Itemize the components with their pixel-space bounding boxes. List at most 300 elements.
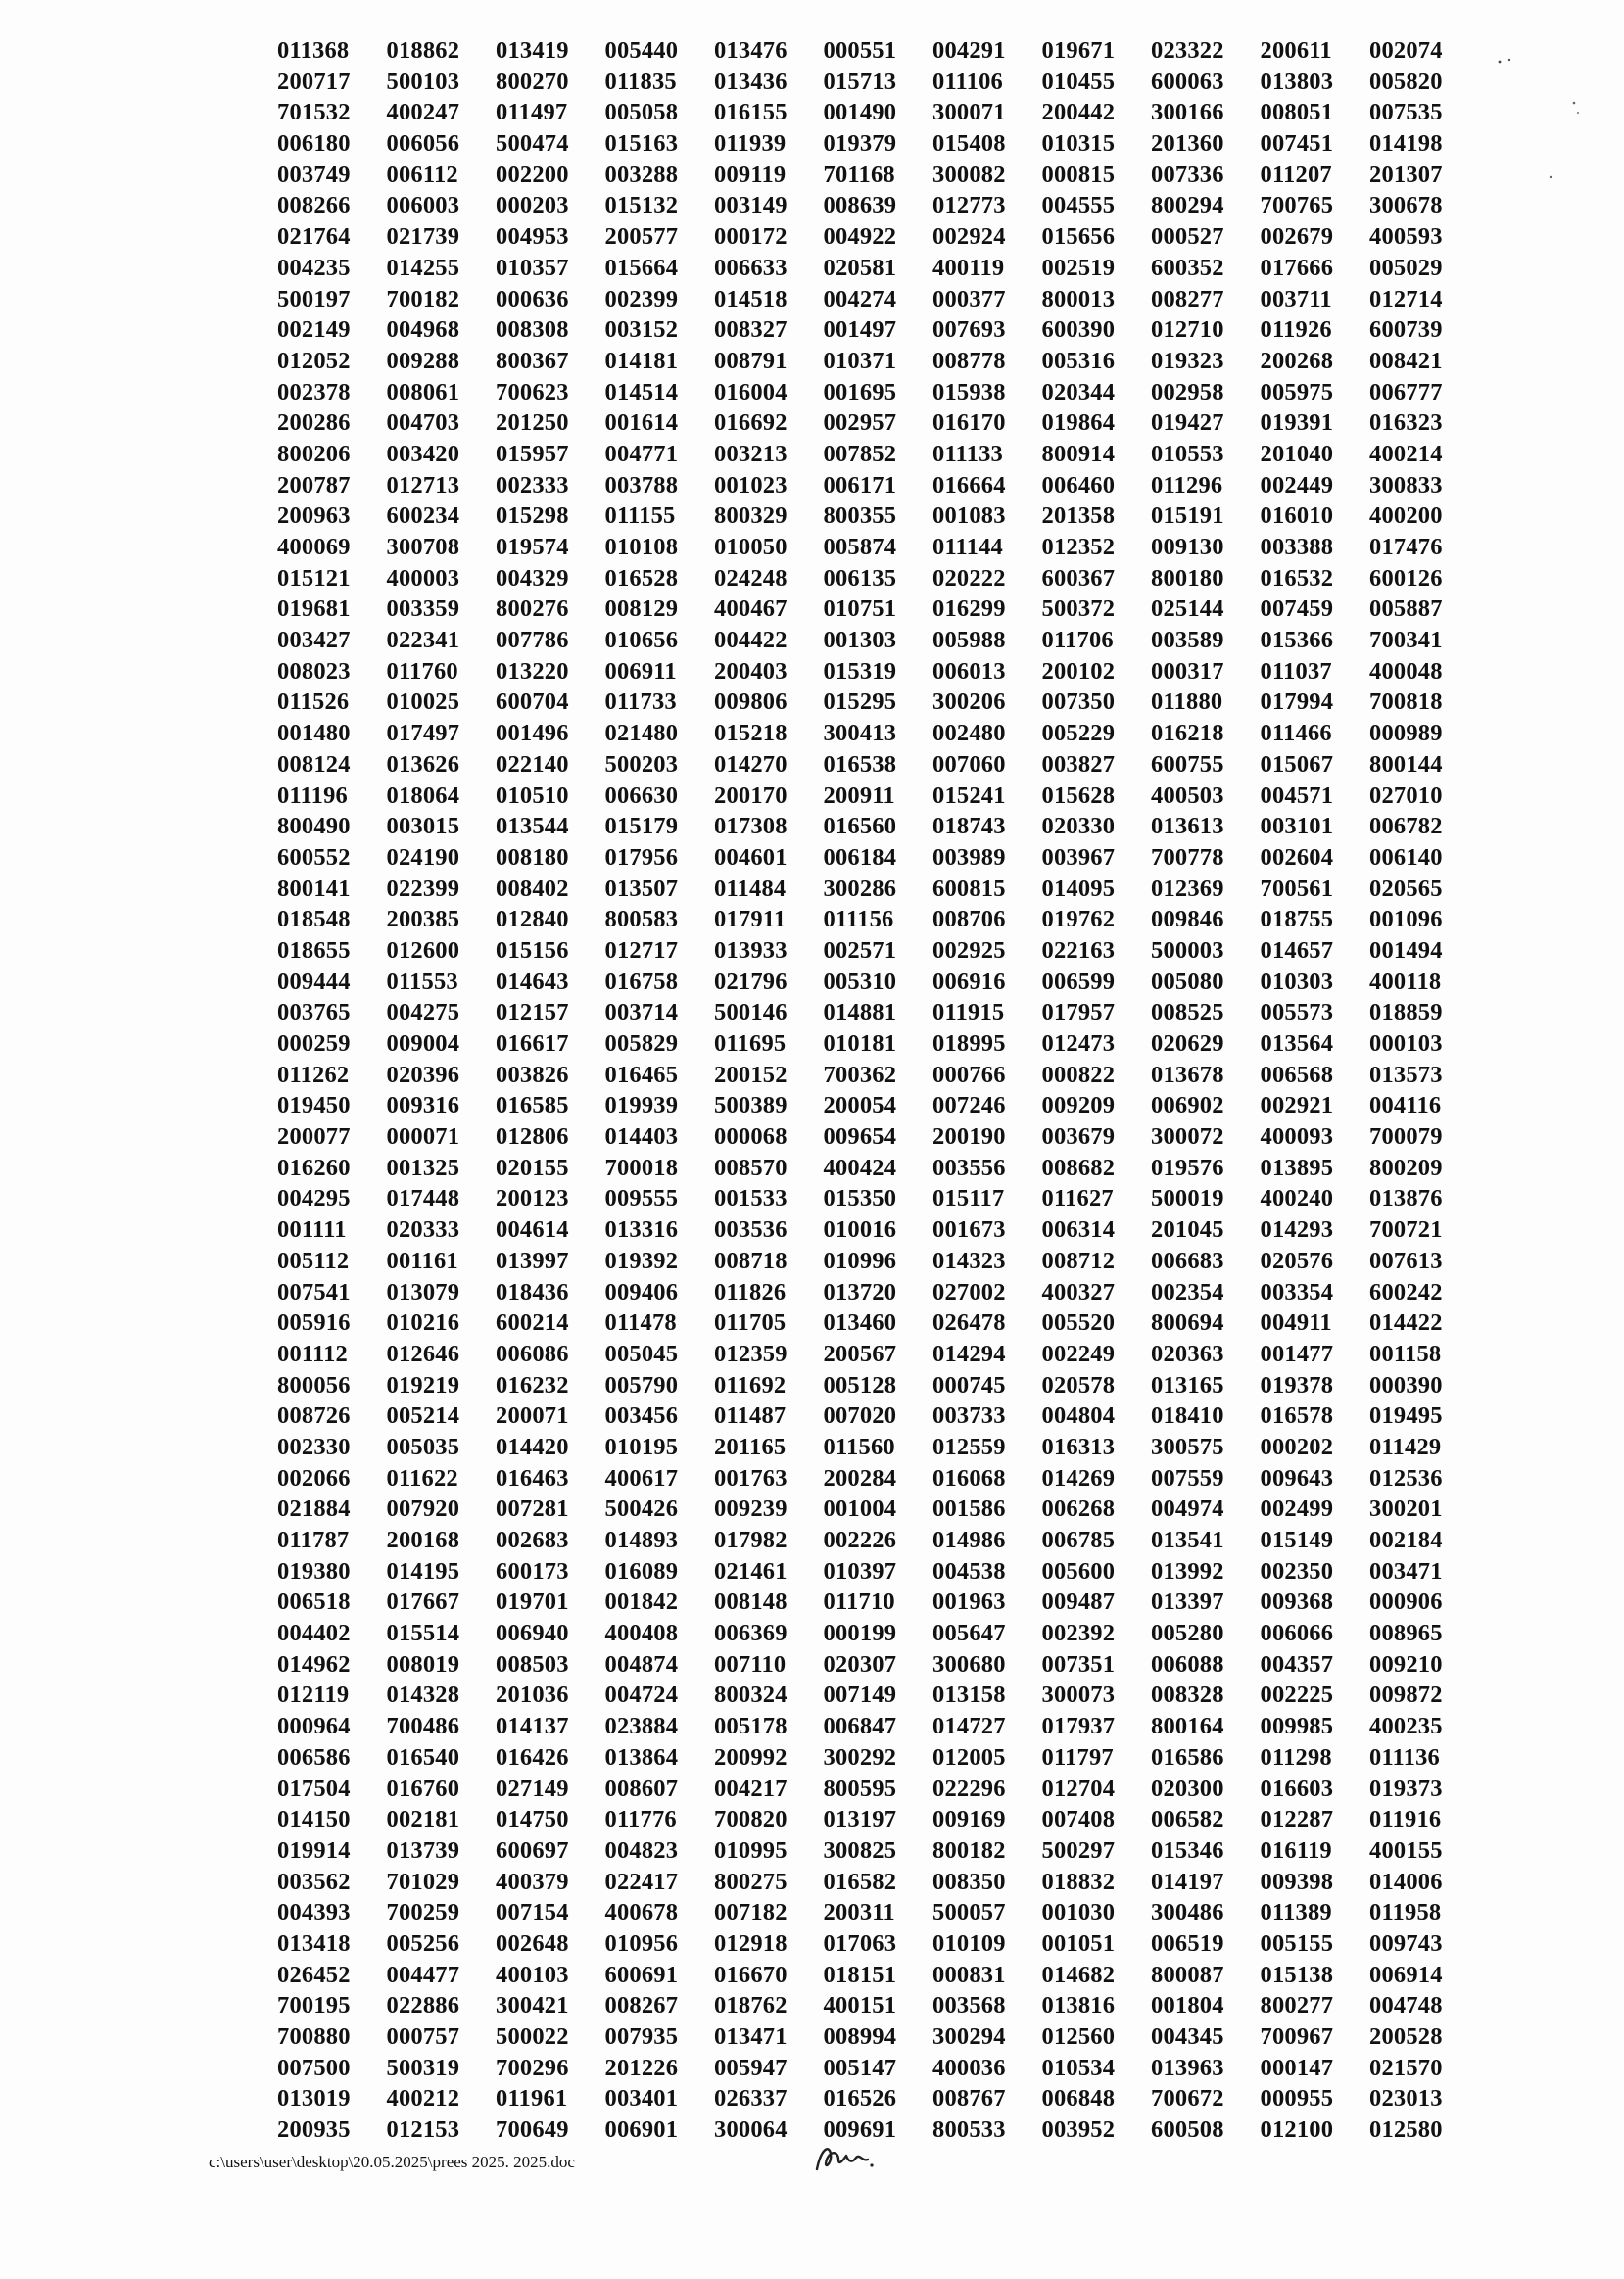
- number-cell: 000377: [932, 285, 1006, 312]
- number-cell: 002354: [1151, 1278, 1224, 1306]
- number-cell: 009210: [1369, 1650, 1443, 1678]
- number-cell: 005128: [823, 1371, 897, 1399]
- number-cell: 007920: [386, 1496, 460, 1523]
- number-cell: 012704: [1041, 1775, 1116, 1802]
- number-cell: 000259: [277, 1030, 351, 1057]
- number-cell: 200717: [277, 68, 351, 95]
- number-cell: 500057: [932, 1899, 1006, 1926]
- number-cell: 800324: [714, 1682, 788, 1709]
- number-cell: 005155: [1260, 1929, 1334, 1957]
- table-row: [277, 997, 1453, 1028]
- number-cell: 007281: [496, 1496, 569, 1523]
- number-cell: 024190: [386, 843, 460, 871]
- number-cell: 006582: [1151, 1806, 1224, 1833]
- number-cell: 012560: [1041, 2023, 1116, 2050]
- number-cell: 500203: [604, 750, 679, 778]
- table-row: [277, 1432, 1453, 1463]
- number-cell: 600126: [1369, 564, 1443, 592]
- number-cell: 019219: [386, 1371, 460, 1399]
- number-cell: 013316: [604, 1216, 679, 1244]
- number-cell: 400003: [386, 564, 460, 592]
- number-cell: 001963: [932, 1589, 1006, 1616]
- number-cell: 026452: [277, 1961, 351, 1988]
- number-cell: 500297: [1041, 1836, 1116, 1864]
- number-cell: 300286: [823, 875, 897, 902]
- number-cell: 800164: [1151, 1713, 1224, 1740]
- number-cell: 007451: [1260, 130, 1334, 158]
- number-cell: 005316: [1041, 347, 1116, 374]
- number-cell: 015514: [386, 1620, 460, 1647]
- number-cell: 005790: [604, 1371, 679, 1399]
- number-cell: 007110: [714, 1650, 787, 1678]
- number-cell: 004922: [823, 223, 897, 251]
- number-cell: 005178: [714, 1713, 788, 1740]
- number-cell: 007350: [1041, 688, 1116, 716]
- number-cell: 300680: [932, 1650, 1006, 1678]
- number-cell: 201307: [1369, 161, 1443, 188]
- number-cell: 800141: [277, 875, 351, 902]
- number-cell: 026478: [932, 1309, 1006, 1337]
- number-cell: 004345: [1151, 2023, 1224, 2050]
- number-cell: 009691: [823, 2116, 897, 2144]
- number-cell: 800367: [496, 347, 569, 374]
- number-cell: 011880: [1151, 688, 1223, 716]
- number-cell: 016170: [932, 409, 1006, 437]
- number-cell: 014181: [604, 347, 679, 374]
- number-cell: 017504: [277, 1775, 351, 1802]
- number-cell: 013613: [1151, 813, 1224, 840]
- number-cell: 001533: [714, 1185, 788, 1212]
- number-cell: 012806: [496, 1123, 569, 1151]
- number-cell: 019914: [277, 1836, 351, 1864]
- number-cell: 016426: [496, 1743, 569, 1771]
- number-cell: 700182: [386, 285, 460, 312]
- number-cell: 006086: [496, 1340, 569, 1367]
- number-cell: 015163: [604, 130, 679, 158]
- number-cell: 020300: [1151, 1775, 1224, 1802]
- number-cell: 015132: [604, 192, 679, 219]
- number-cell: 004217: [714, 1775, 788, 1802]
- number-cell: 013476: [714, 37, 788, 64]
- number-cell: 018755: [1260, 906, 1334, 933]
- number-cell: 800013: [1041, 285, 1116, 312]
- number-cell: 007154: [496, 1899, 569, 1926]
- number-cell: 001023: [714, 471, 788, 499]
- number-cell: 007060: [932, 750, 1006, 778]
- number-cell: 013816: [1041, 1992, 1116, 2019]
- number-cell: 001763: [714, 1464, 788, 1492]
- number-cell: 400424: [823, 1154, 897, 1181]
- number-cell: 011478: [604, 1309, 677, 1337]
- number-cell: 300678: [1369, 192, 1443, 219]
- number-cell: 000822: [1041, 1061, 1116, 1088]
- number-cell: 000203: [496, 192, 569, 219]
- number-cell: 011787: [277, 1527, 350, 1553]
- table-row: [277, 500, 1453, 532]
- number-cell: 005147: [823, 2054, 897, 2081]
- number-cell: 010996: [823, 1247, 897, 1274]
- number-cell: 010397: [823, 1557, 897, 1585]
- number-cell: 005988: [932, 627, 1006, 654]
- number-cell: 700649: [496, 2116, 569, 2144]
- number-cell: 016692: [714, 409, 788, 437]
- number-cell: 012713: [386, 471, 460, 499]
- number-cell: 016260: [277, 1154, 351, 1181]
- number-cell: 001494: [1369, 936, 1443, 964]
- number-cell: 005045: [604, 1340, 679, 1367]
- number-cell: 003679: [1041, 1123, 1116, 1151]
- number-cell: 001303: [823, 627, 897, 654]
- number-cell: 008421: [1369, 347, 1443, 374]
- number-cell: 300708: [386, 534, 460, 560]
- number-cell: 016323: [1369, 409, 1443, 437]
- number-cell: 800277: [1260, 1992, 1334, 2019]
- number-cell: 002066: [277, 1464, 351, 1492]
- table-row: [277, 1494, 1453, 1525]
- number-cell: 600815: [932, 875, 1006, 902]
- number-cell: 012005: [932, 1743, 1006, 1771]
- number-cell: 200403: [714, 657, 788, 685]
- number-cell: 200311: [823, 1899, 895, 1926]
- number-cell: 008525: [1151, 999, 1224, 1026]
- number-cell: 500372: [1041, 595, 1116, 623]
- number-cell: 008503: [496, 1650, 569, 1678]
- number-cell: 008778: [932, 347, 1006, 374]
- scan-speck-marks: [1494, 54, 1592, 196]
- number-cell: 201165: [714, 1433, 787, 1460]
- number-cell: 011961: [496, 2085, 568, 2113]
- number-cell: 200190: [932, 1123, 1006, 1151]
- number-cell: 021461: [714, 1557, 788, 1585]
- number-cell: 016670: [714, 1961, 788, 1988]
- table-row: [277, 97, 1453, 128]
- number-cell: 019681: [277, 595, 351, 623]
- number-cell: 600063: [1151, 68, 1224, 95]
- number-cell: 005280: [1151, 1620, 1224, 1647]
- number-cell: 003401: [604, 2085, 679, 2113]
- number-cell: 006171: [823, 471, 897, 499]
- number-cell: 004329: [496, 564, 569, 592]
- number-cell: 500389: [714, 1092, 788, 1119]
- number-cell: 011207: [1260, 161, 1332, 188]
- number-cell: 016232: [496, 1371, 569, 1399]
- number-cell: 002200: [496, 161, 569, 188]
- number-cell: 011298: [1260, 1743, 1332, 1771]
- table-row: [277, 1339, 1453, 1370]
- number-cell: 700079: [1369, 1123, 1443, 1151]
- number-cell: 027010: [1369, 782, 1443, 809]
- number-cell: 400155: [1369, 1836, 1443, 1864]
- number-cell: 001804: [1151, 1992, 1224, 2019]
- number-cell: 016089: [604, 1557, 679, 1585]
- number-cell: 003420: [386, 440, 460, 467]
- number-cell: 017666: [1260, 254, 1334, 281]
- table-row: [277, 67, 1453, 98]
- number-cell: 006785: [1041, 1527, 1116, 1553]
- number-cell: 019391: [1260, 409, 1334, 437]
- number-cell: 000068: [714, 1123, 788, 1151]
- number-cell: 002604: [1260, 843, 1334, 871]
- number-cell: 014986: [932, 1527, 1006, 1553]
- number-cell: 005874: [823, 534, 897, 560]
- number-cell: 009368: [1260, 1589, 1334, 1616]
- number-cell: 800355: [823, 502, 897, 530]
- number-cell: 006135: [823, 564, 897, 592]
- number-cell: 015295: [823, 688, 897, 716]
- number-cell: 011797: [1041, 1743, 1114, 1771]
- number-cell: 400235: [1369, 1713, 1443, 1740]
- number-cell: 010510: [496, 782, 569, 809]
- number-cell: 700721: [1369, 1216, 1443, 1244]
- number-cell: 014270: [714, 750, 788, 778]
- number-cell: 600704: [496, 688, 569, 716]
- number-cell: 009316: [386, 1092, 460, 1119]
- number-cell: 011826: [714, 1278, 787, 1306]
- number-cell: 015149: [1260, 1527, 1334, 1553]
- number-cell: 018410: [1151, 1402, 1224, 1430]
- number-cell: 701029: [386, 1868, 460, 1895]
- number-cell: 004402: [277, 1620, 351, 1647]
- number-cell: 300072: [1151, 1123, 1224, 1151]
- number-cell: 006848: [1041, 2085, 1116, 2113]
- number-cell: 002519: [1041, 254, 1116, 281]
- number-cell: 007535: [1369, 99, 1443, 126]
- number-cell: 012717: [604, 936, 679, 964]
- number-cell: 011705: [714, 1309, 787, 1337]
- number-cell: 015138: [1260, 1961, 1334, 1988]
- table-row: [277, 284, 1453, 315]
- number-cell: 007852: [823, 440, 897, 467]
- number-cell: 003765: [277, 999, 351, 1026]
- number-cell: 014518: [714, 285, 788, 312]
- number-cell: 400379: [496, 1868, 569, 1895]
- number-cell: 000766: [932, 1061, 1006, 1088]
- number-cell: 013803: [1260, 68, 1334, 95]
- number-cell: 021884: [277, 1496, 351, 1523]
- number-cell: 007408: [1041, 1806, 1116, 1833]
- number-cell: 013933: [714, 936, 788, 964]
- number-cell: 013739: [386, 1836, 460, 1864]
- number-cell: 016582: [823, 1868, 897, 1895]
- number-cell: 014269: [1041, 1464, 1116, 1492]
- number-cell: 009130: [1151, 534, 1224, 560]
- number-cell: 012840: [496, 906, 569, 933]
- number-cell: 014962: [277, 1650, 351, 1678]
- number-cell: 022163: [1041, 936, 1116, 964]
- table-row: [277, 1680, 1453, 1711]
- number-cell: 700195: [277, 1992, 351, 2019]
- number-cell: 003149: [714, 192, 788, 219]
- number-cell: 003015: [386, 813, 460, 840]
- number-cell: 003568: [932, 1992, 1006, 2019]
- number-cell: 700018: [604, 1154, 679, 1181]
- number-cell: 011760: [386, 657, 458, 685]
- number-cell: 800144: [1369, 750, 1443, 778]
- number-cell: 020629: [1151, 1030, 1224, 1057]
- number-cell: 003749: [277, 161, 351, 188]
- number-cell: 007020: [823, 1402, 897, 1430]
- number-cell: 300294: [932, 2023, 1006, 2050]
- number-cell: 700765: [1260, 192, 1334, 219]
- number-cell: 002957: [823, 409, 897, 437]
- number-cell: 200102: [1041, 657, 1116, 685]
- table-row: [277, 1649, 1453, 1681]
- table-row: [277, 346, 1453, 377]
- number-cell: 011733: [604, 688, 677, 716]
- number-cell: 011915: [932, 999, 1005, 1026]
- number-cell: 004555: [1041, 192, 1116, 219]
- number-cell: 010534: [1041, 2054, 1116, 2081]
- number-cell: 005214: [386, 1402, 460, 1430]
- number-cell: 000757: [386, 2023, 460, 2050]
- number-cell: 014727: [932, 1713, 1006, 1740]
- number-cell: 012369: [1151, 875, 1224, 902]
- number-cell: 016528: [604, 564, 679, 592]
- number-cell: 011622: [386, 1464, 458, 1492]
- number-cell: 500474: [496, 130, 569, 158]
- number-cell: 003388: [1260, 534, 1334, 560]
- number-cell: 000551: [823, 37, 897, 64]
- number-cell: 009872: [1369, 1682, 1443, 1709]
- number-cell: 011835: [604, 68, 677, 95]
- table-row: [277, 1556, 1453, 1588]
- number-cell: 600508: [1151, 2116, 1224, 2144]
- number-cell: 400327: [1041, 1278, 1116, 1306]
- number-cell: 012052: [277, 347, 351, 374]
- number-cell: 006013: [932, 657, 1006, 685]
- number-cell: 008712: [1041, 1247, 1116, 1274]
- number-cell: 400503: [1151, 782, 1224, 809]
- number-cell: 201226: [604, 2054, 679, 2081]
- number-cell: 009004: [386, 1030, 460, 1057]
- number-cell: 014293: [1260, 1216, 1334, 1244]
- number-cell: 003354: [1260, 1278, 1334, 1306]
- table-row: [277, 407, 1453, 439]
- number-cell: 014893: [604, 1527, 679, 1553]
- number-cell: 017994: [1260, 688, 1334, 716]
- number-cell: 012773: [932, 192, 1006, 219]
- table-row: [277, 1090, 1453, 1121]
- number-cell: 009643: [1260, 1464, 1334, 1492]
- number-cell: 400119: [932, 254, 1005, 281]
- number-cell: 021480: [604, 720, 679, 747]
- number-cell: 008023: [277, 657, 351, 685]
- number-cell: 400036: [932, 2054, 1006, 2081]
- number-cell: 008124: [277, 750, 351, 778]
- number-cell: 014514: [604, 378, 679, 405]
- number-cell: 006630: [604, 782, 679, 809]
- number-cell: 003359: [386, 595, 460, 623]
- number-cell: 700880: [277, 2023, 351, 2050]
- number-cell: 201358: [1041, 502, 1116, 530]
- number-cell: 800056: [277, 1371, 351, 1399]
- number-cell: 300082: [932, 161, 1006, 188]
- number-cell: 700259: [386, 1899, 460, 1926]
- number-cell: 013997: [496, 1247, 569, 1274]
- number-cell: 019323: [1151, 347, 1224, 374]
- number-cell: 500426: [604, 1496, 679, 1523]
- number-cell: 011553: [386, 968, 458, 995]
- number-cell: 009654: [823, 1123, 897, 1151]
- number-cell: 007541: [277, 1278, 351, 1306]
- number-cell: 010109: [932, 1929, 1006, 1957]
- number-cell: 300825: [823, 1836, 897, 1864]
- number-cell: 014195: [386, 1557, 460, 1585]
- number-cell: 001051: [1041, 1929, 1116, 1957]
- number-cell: 008607: [604, 1775, 679, 1802]
- number-cell: 014150: [277, 1806, 351, 1833]
- number-cell: 016617: [496, 1030, 569, 1057]
- number-cell: 006568: [1260, 1061, 1334, 1088]
- number-cell: 002449: [1260, 471, 1334, 499]
- number-cell: 002392: [1041, 1620, 1116, 1647]
- number-cell: 019427: [1151, 409, 1224, 437]
- number-cell: 007935: [604, 2023, 679, 2050]
- number-cell: 200992: [714, 1743, 788, 1771]
- table-row: [277, 1928, 1453, 1960]
- number-cell: 300073: [1041, 1682, 1116, 1709]
- number-cell: 005820: [1369, 68, 1443, 95]
- number-cell: 015366: [1260, 627, 1334, 654]
- number-cell: 002683: [496, 1527, 569, 1553]
- number-cell: 017497: [386, 720, 460, 747]
- number-cell: 005029: [1369, 254, 1443, 281]
- number-cell: 011156: [823, 906, 894, 933]
- number-cell: 004974: [1151, 1496, 1224, 1523]
- number-cell: 004748: [1369, 1992, 1443, 2019]
- number-cell: 012100: [1260, 2116, 1334, 2144]
- number-cell: 013564: [1260, 1030, 1334, 1057]
- number-cell: 010371: [823, 347, 897, 374]
- number-cell: 004614: [496, 1216, 569, 1244]
- number-cell: 200442: [1041, 99, 1116, 126]
- number-cell: 018064: [386, 782, 460, 809]
- number-cell: 008402: [496, 875, 569, 902]
- number-cell: 201360: [1151, 130, 1224, 158]
- number-cell: 016585: [496, 1092, 569, 1119]
- number-cell: 012646: [386, 1340, 460, 1367]
- number-cell: 400212: [386, 2085, 460, 2113]
- number-cell: 018832: [1041, 1868, 1116, 1895]
- number-cell: 017476: [1369, 534, 1443, 560]
- number-cell: 016465: [604, 1061, 679, 1088]
- number-cell: 022296: [932, 1775, 1006, 1802]
- number-cell: 700341: [1369, 627, 1443, 654]
- number-cell: 008061: [386, 378, 460, 405]
- number-cell: 300575: [1151, 1433, 1224, 1460]
- table-row: [277, 532, 1453, 563]
- table-row: [277, 1214, 1453, 1246]
- number-cell: 006056: [386, 130, 460, 158]
- number-cell: 013471: [714, 2023, 788, 2050]
- number-cell: 200284: [823, 1464, 897, 1492]
- number-cell: 006599: [1041, 968, 1116, 995]
- number-cell: 022399: [386, 875, 460, 902]
- number-cell: 011926: [1260, 316, 1332, 344]
- number-cell: 002184: [1369, 1527, 1443, 1553]
- number-cell: 700820: [714, 1806, 788, 1833]
- number-cell: 005975: [1260, 378, 1334, 405]
- number-cell: 022140: [496, 750, 569, 778]
- number-cell: 700672: [1151, 2085, 1224, 2113]
- number-cell: 700561: [1260, 875, 1334, 902]
- number-cell: 023013: [1369, 2085, 1443, 2113]
- number-cell: 014881: [823, 999, 897, 1026]
- number-cell: 015664: [604, 254, 679, 281]
- number-cell: 006066: [1260, 1620, 1334, 1647]
- number-cell: 400214: [1369, 440, 1443, 467]
- number-cell: 007500: [277, 2054, 351, 2081]
